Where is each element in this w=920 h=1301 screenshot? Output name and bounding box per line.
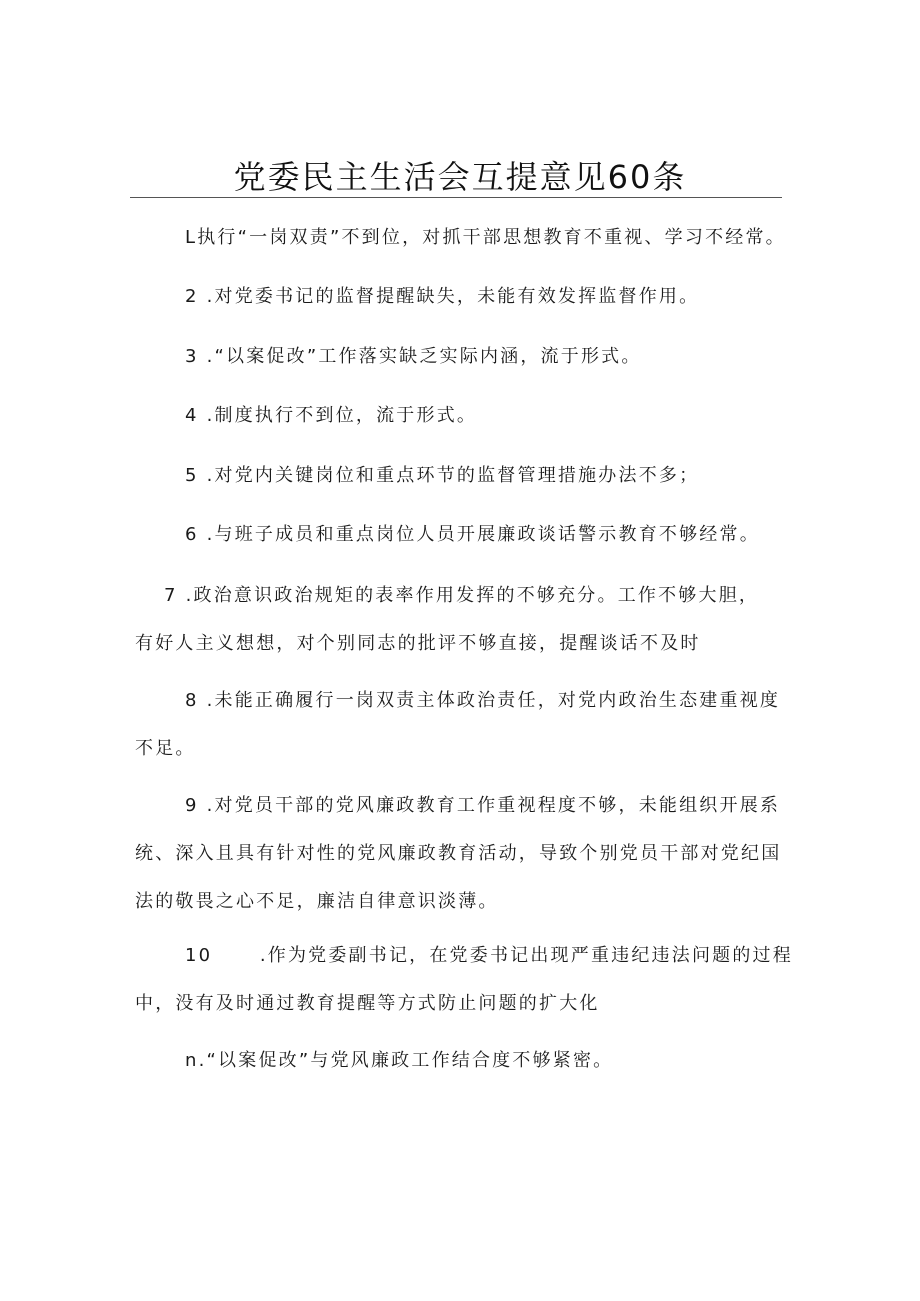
list-item-line: 9 .对党员干部的党风廉政教育工作重视程度不够，未能组织开展系 — [185, 795, 781, 816]
title-divider — [130, 197, 782, 198]
list-item-9 — [135, 782, 781, 926]
list-item-8 — [135, 677, 780, 773]
page-title: 党委民主生活会互提意见60条 — [233, 158, 687, 196]
list-item-5 — [185, 452, 699, 500]
list-item-1 — [185, 214, 786, 262]
list-item-6 — [185, 511, 760, 559]
list-item-4 — [185, 392, 477, 440]
list-item-line: 中，没有及时通过教育提醒等方式防止问题的扩大化 — [135, 993, 600, 1014]
list-item-11 — [185, 1037, 613, 1085]
list-item-line: n.“以案促改”与党风廉政工作结合度不够紧密。 — [185, 1050, 614, 1071]
list-item-7 — [135, 572, 759, 668]
list-item-line: 7 .政治意识政治规矩的表率作用发挥的不够充分。工作不够大胆， — [164, 585, 760, 606]
list-item-2 — [185, 273, 699, 321]
list-item-line: 法的敬畏之心不足，廉洁自律意识淡薄。 — [135, 891, 499, 912]
list-item-line: 5 .对党内关键岗位和重点环节的监督管理措施办法不多； — [185, 465, 700, 486]
list-item-3 — [185, 333, 642, 381]
list-item-line: 3 .“以案促改”工作落实缺乏实际内涵，流于形式。 — [185, 346, 642, 367]
list-item-line: L执行“一岗双责”不到位，对抓干部思想教育不重视、学习不经常。 — [185, 227, 786, 248]
list-item-line: 有好人主义想想，对个别同志的批评不够直接，提醒谈话不及时 — [135, 633, 701, 654]
list-item-line: 10 .作为党委副书记，在党委书记出现严重违纪违法问题的过程 — [185, 945, 793, 966]
list-item-line: 4 .制度执行不到位，流于形式。 — [185, 405, 478, 426]
list-item-line: 不足。 — [135, 738, 196, 759]
list-item-line: 6 .与班子成员和重点岗位人员开展廉政谈话警示教育不够经常。 — [185, 524, 760, 545]
list-item-10 — [135, 932, 793, 1028]
list-item-line: 8 .未能正确履行一岗双责主体政治责任，对党内政治生态建重视度 — [185, 690, 781, 711]
list-item-line: 统、深入且具有针对性的党风廉政教育活动，导致个别党员干部对党纪国 — [135, 843, 782, 864]
list-item-line: 2 .对党委书记的监督提醒缺失，未能有效发挥监督作用。 — [185, 286, 700, 307]
